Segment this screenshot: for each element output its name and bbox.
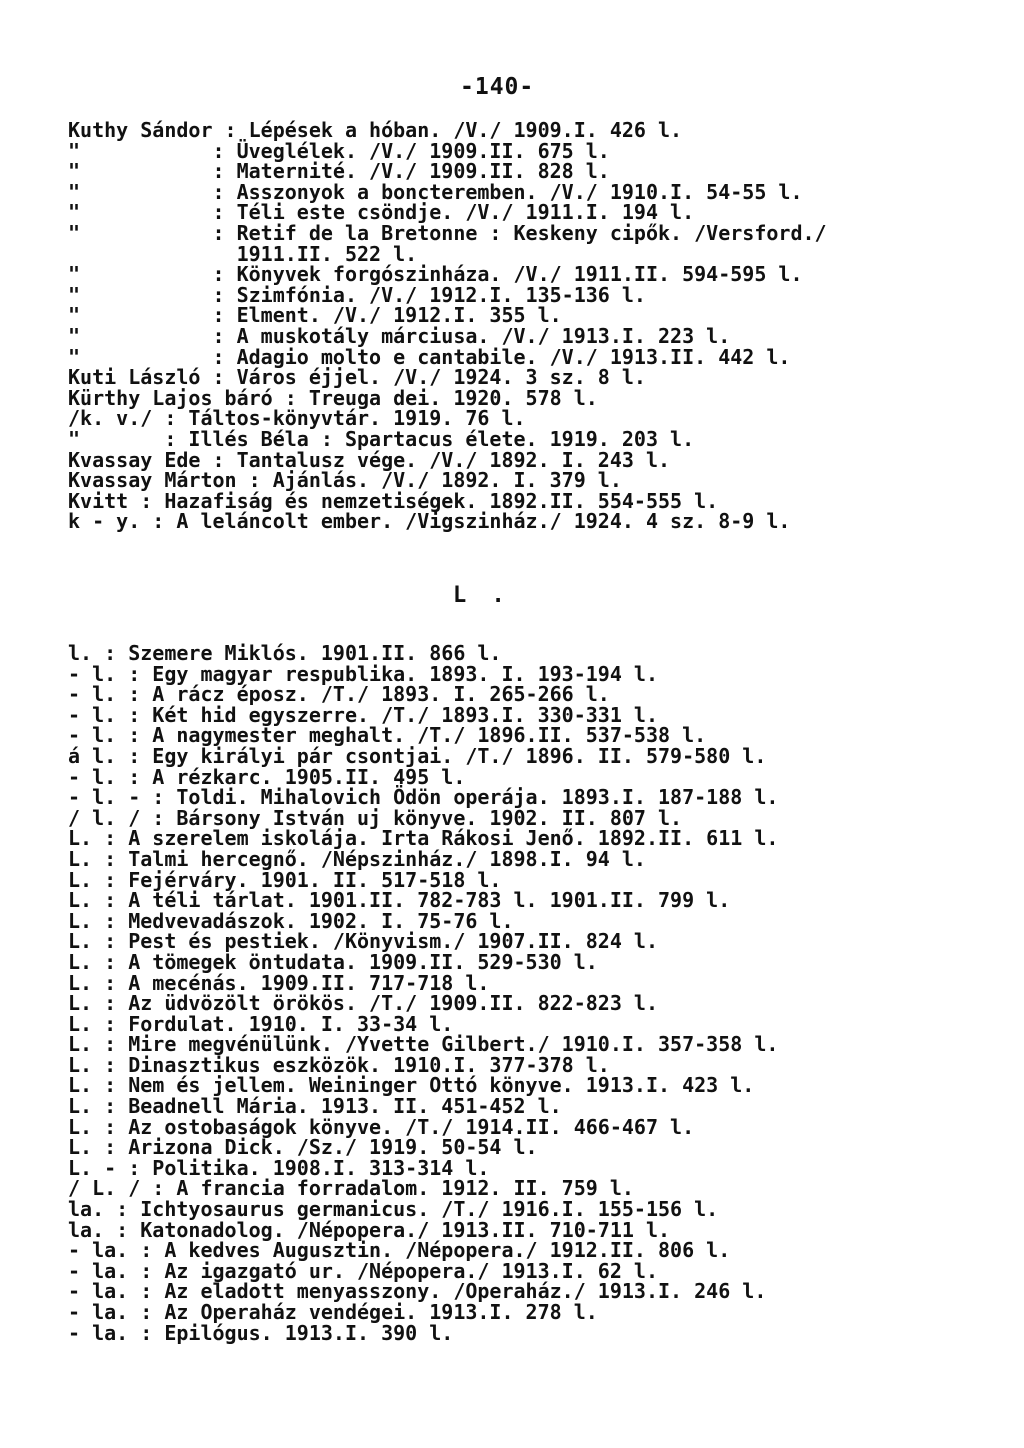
list-item: L. : Pest és pestiek. /Könyvism./ 1907.II. 824 l. [68,929,659,954]
list-item: la. : Ichtyosaurus germanicus. /T./ 1916.I. 155-156 l. [68,1197,719,1222]
list-item: - la. : Az Operaház vendégei. 1913.I. 278 l. [68,1300,598,1324]
list-item: 1911.II. 522 l. [68,241,418,266]
list-item: Kürthy Lajos báró : Treuga dei. 1920. 578 l. [68,385,598,410]
list-item: Kvassay Ede : Tantalusz vége. /V./ 1892. I. 243 l. [68,447,671,472]
list-item: L. : A tömegek öntudata. 1909.II. 529-530 l. [68,949,598,974]
list-item: L. : Arizona Dick. /Sz./ 1919. 50-54 l. [68,1135,538,1160]
list-item: - la. : Az igazgató ur. /Népopera./ 1913.I. 62 l. [68,1258,659,1283]
list-item: L. : Talmi hercegnő. /Népszinház./ 1898.I. 94 l. [68,846,646,871]
list-item: " : Asszonyok a boncteremben. /V./ 1910.I. 54-55 l. [68,179,803,204]
list-item: " : A muskotály márciusa. /V./ 1913.I. 223 l. [68,323,731,348]
list-item: Kvassay Márton : Ajánlás. /V./ 1892. I. 379 l. [68,468,622,493]
list-item: " : Szimfónia. /V./ 1912.I. 135-136 l. [68,282,646,307]
list-item: L. : Mire megvénülünk. /Yvette Gilbert./ 1910.I. 357-358 l. [68,1032,779,1057]
list-item: /k. v./ : Táltos-könyvtár. 1919. 76 l. [68,406,526,431]
section-heading: L . [453,583,511,608]
list-item: á l. : Egy királyi pár csontjai. /T./ 1896. II. 579-580 l. [68,743,767,768]
list-item: - l. : A nagymester meghalt. /T./ 1896.II. 537-538 l. [68,723,707,748]
list-item: - l. : A rácz éposz. /T./ 1893. I. 265-266 l. [68,682,610,707]
list-item: " : Könyvek forgószinháza. /V./ 1911.II. 594-595 l. [68,262,803,287]
list-item: - la. : Az eladott menyasszony. /Operaház./ 1913.I. 246 l. [68,1279,767,1304]
list-item: " : Téli este csöndje. /V./ 1911.I. 194 l. [68,200,695,225]
list-item: L. : Nem és jellem. Weininger Ottó könyve. 1913.I. 423 l. [68,1073,755,1098]
list-item: L. : A mecénás. 1909.II. 717-718 l. [68,970,490,995]
list-item: " : Illés Béla : Spartacus élete. 1919. 203 l. [68,426,695,451]
list-item: L. : Fordulat. 1910. I. 33-34 l. [68,1011,454,1036]
list-item: L. : Dinasztikus eszközök. 1910.I. 377-378 l. [68,1052,610,1077]
list-item: L. : Medvevadászok. 1902. I. 75-76 l. [68,908,514,933]
list-item: - l. : A rézkarc. 1905.II. 495 l. [68,764,466,789]
list-item: la. : Katonadolog. /Népopera./ 1913.II. 710-711 l. [68,1217,671,1242]
list-item: - la. : Epilógus. 1913.I. 390 l. [68,1320,454,1345]
entries-k-section [68,120,988,532]
list-item: - la. : A kedves Augusztin. /Népopera./ 1912.II. 806 l. [68,1238,731,1263]
list-item: L. : Az üdvözölt örökös. /T./ 1909.II. 822-823 l. [68,991,659,1016]
list-item: Kuti László : Város éjjel. /V./ 1924. 3 sz. 8 l. [68,365,646,390]
list-item: " : Maternité. /V./ 1909.II. 828 l. [68,159,610,184]
list-item: " : Retif de la Bretonne : Keskeny cipők. /Versford./ [68,220,827,245]
list-item: / L. / : A francia forradalom. 1912. II. 759 l. [68,1176,634,1201]
list-item: k - y. : A leláncolt ember. /Vigszinház./ 1924. 4 sz. 8-9 l. [68,509,791,534]
page-number: -140- [460,74,535,100]
list-item: " : Adagio molto e cantabile. /V./ 1913.II. 442 l. [68,344,791,369]
list-item: " : Elment. /V./ 1912.I. 355 l. [68,303,562,328]
list-item: L. : A szerelem iskolája. Irta Rákosi Jenő. 1892.II. 611 l. [68,826,779,851]
list-item: - l. - : Toldi. Mihalovich Ödön operája. 1893.I. 187-188 l. [68,785,779,810]
list-item: - l. : Két hid egyszerre. /T./ 1893.I. 330-331 l. [68,702,659,727]
list-item: l. : Szemere Miklós. 1901.II. 866 l. [68,641,502,665]
list-item: Kuthy Sándor : Lépések a hóban. /V./ 1909.I. 426 l. [68,118,683,142]
list-item: - l. : Egy magyar respublika. 1893. I. 193-194 l. [68,661,659,686]
list-item: L. - : Politika. 1908.I. 313-314 l. [68,1155,490,1180]
entries-l-section [68,643,988,1343]
list-item: L. : A téli tárlat. 1901.II. 782-783 l. 1901.II. 799 l. [68,888,731,913]
list-item: L. : Az ostobaságok könyve. /T./ 1914.II. 466-467 l. [68,1114,695,1139]
list-item: / l. / : Bársony István uj könyve. 1902. II. 807 l. [68,805,683,830]
list-item: L. : Beadnell Mária. 1913. II. 451-452 l. [68,1094,562,1119]
list-item: " : Üveglélek. /V./ 1909.II. 675 l. [68,138,610,163]
list-item: Kvitt : Hazafiság és nemzetiségek. 1892.II. 554-555 l. [68,488,719,513]
list-item: L. : Fejérváry. 1901. II. 517-518 l. [68,867,502,892]
